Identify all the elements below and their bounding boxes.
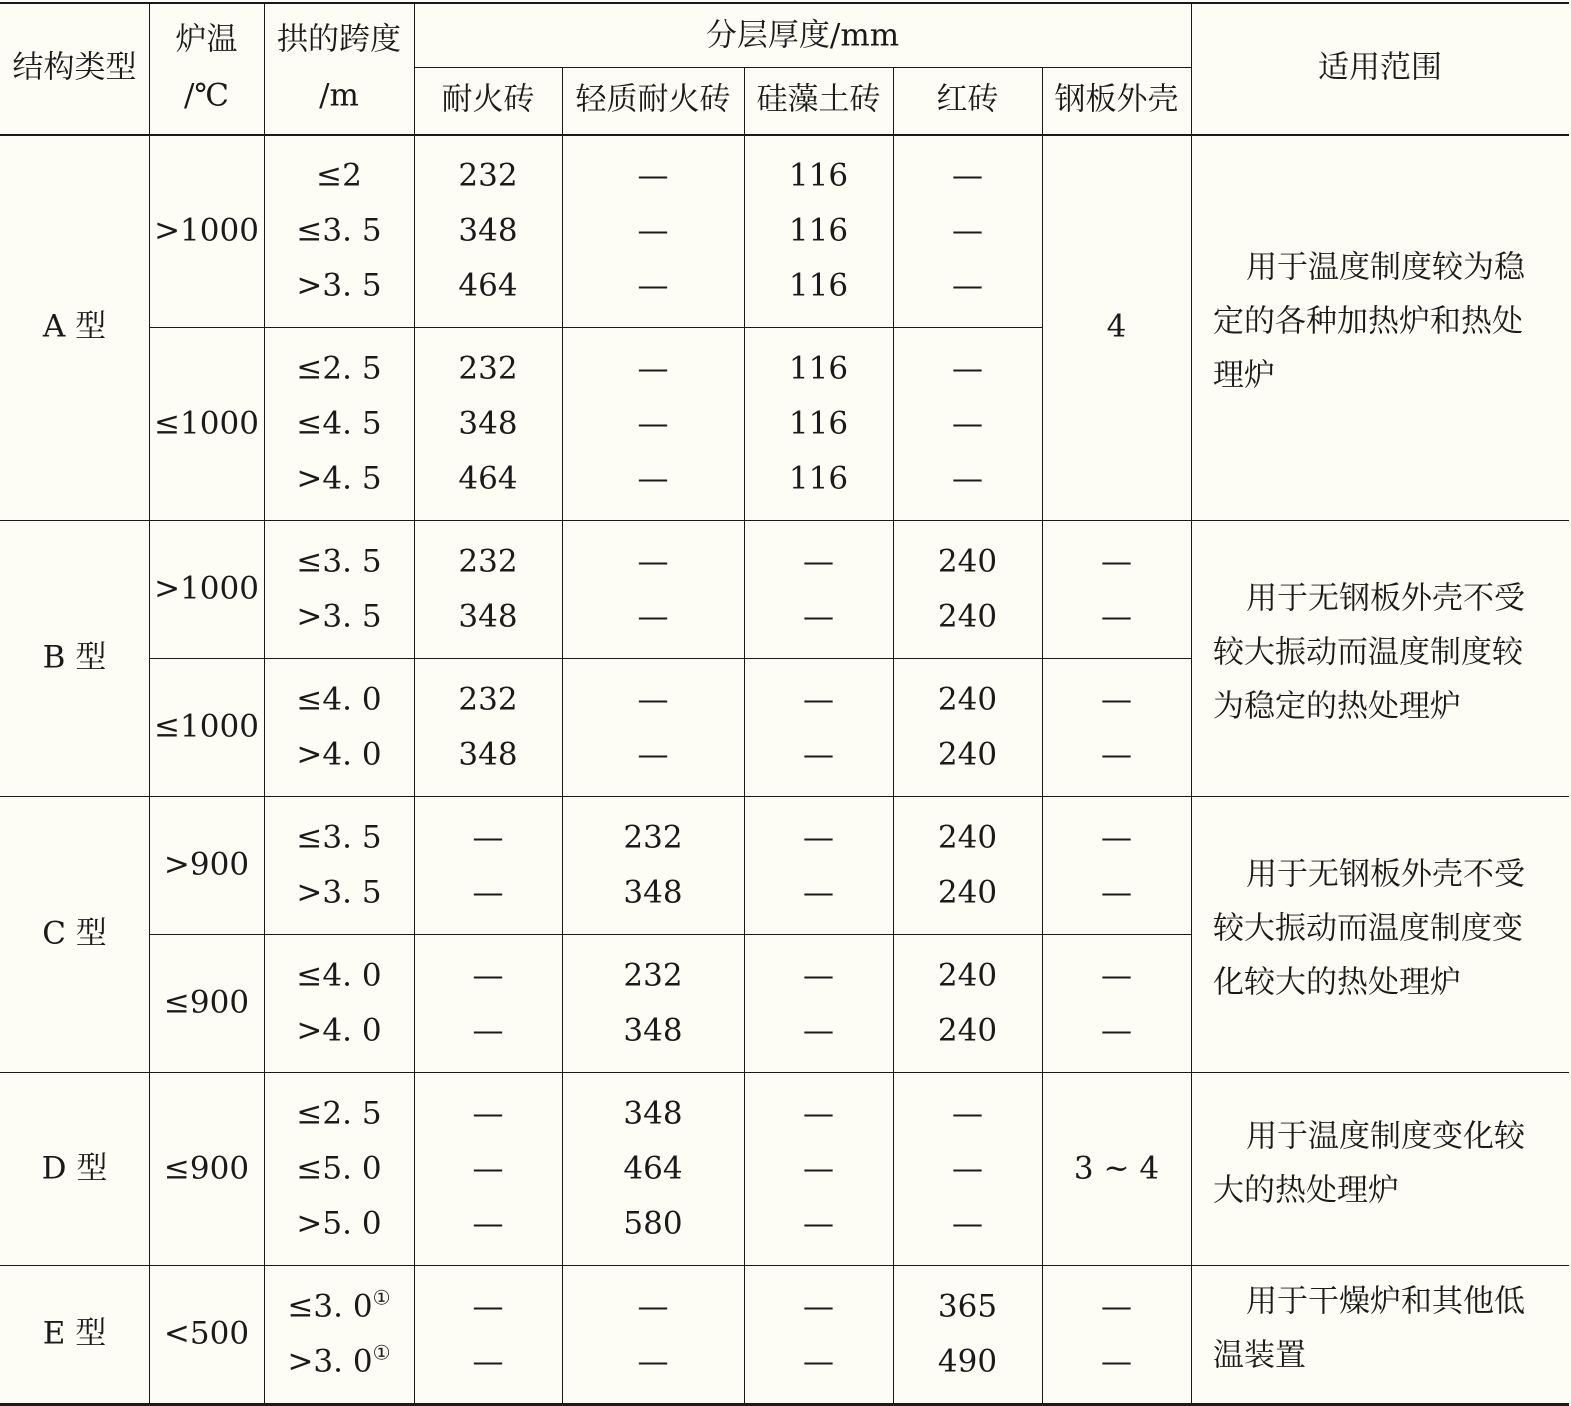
layer-value-cell: — bbox=[637, 157, 669, 193]
layer-value-cell: — bbox=[803, 736, 834, 772]
span-cell: ≤2 bbox=[316, 157, 362, 193]
layer-value-cell: — bbox=[1101, 1288, 1132, 1324]
layer-value-cell: 464 bbox=[623, 1150, 683, 1186]
temp-divider bbox=[149, 327, 1042, 328]
column-divider bbox=[893, 67, 894, 1403]
layer-value-cell: — bbox=[1101, 1012, 1132, 1048]
layer-value-cell: — bbox=[472, 1012, 504, 1048]
layer-value-cell: 232 bbox=[623, 819, 683, 855]
layer-value-cell: — bbox=[803, 598, 834, 634]
layer-value-cell: 348 bbox=[458, 598, 518, 634]
group-divider bbox=[0, 796, 1569, 797]
layer-value-cell: 232 bbox=[458, 681, 518, 717]
layer-value-cell: — bbox=[637, 736, 669, 772]
layer-value-cell: — bbox=[803, 1150, 834, 1186]
layer-value-cell: 365 bbox=[937, 1288, 998, 1324]
layer-value-cell: — bbox=[1101, 543, 1132, 579]
temp-cell: >1000 bbox=[154, 212, 259, 248]
layer-value-cell: — bbox=[1101, 819, 1132, 855]
layer-value-cell: — bbox=[952, 1150, 983, 1186]
layer-value-cell: 464 bbox=[458, 267, 518, 303]
layer-value-cell: — bbox=[472, 1095, 504, 1131]
steel-shell-cell: 4 bbox=[1106, 308, 1127, 345]
layer-value-cell: — bbox=[952, 350, 983, 386]
column-divider bbox=[744, 67, 745, 1403]
layer-value-cell: — bbox=[637, 212, 669, 248]
header-layer-1: 耐火砖 bbox=[441, 81, 535, 118]
layer-value-cell: — bbox=[637, 460, 669, 496]
layer-value-cell: — bbox=[637, 598, 669, 634]
header-temp-label: 炉温 bbox=[175, 21, 238, 58]
layer-value-cell: 232 bbox=[623, 957, 683, 993]
layer-value-cell: 116 bbox=[788, 157, 849, 193]
layer-value-cell: 116 bbox=[788, 212, 849, 248]
column-divider bbox=[414, 2, 415, 1403]
layer-value-cell: — bbox=[803, 1012, 834, 1048]
layer-value-cell: 116 bbox=[788, 350, 849, 386]
structure-type-cell: D 型 bbox=[41, 1150, 108, 1186]
column-divider bbox=[1042, 67, 1043, 1403]
layer-value-cell: 490 bbox=[937, 1343, 998, 1379]
span-cell: ≤3. 5 bbox=[296, 212, 382, 248]
header-layer-3: 硅藻土砖 bbox=[756, 81, 881, 118]
group-divider bbox=[0, 520, 1569, 521]
layer-value-cell: 348 bbox=[623, 874, 683, 910]
layer-value-cell: — bbox=[472, 1150, 504, 1186]
scope-text-line: 用于无钢板外壳不受 bbox=[1246, 580, 1525, 617]
header-layer-2: 轻质耐火砖 bbox=[575, 81, 731, 118]
header-layer-thickness: 分层厚度/mm bbox=[705, 17, 900, 54]
layer-value-cell: 116 bbox=[788, 405, 849, 441]
layer-value-cell: — bbox=[803, 1343, 834, 1379]
header-layer-5: 钢板外壳 bbox=[1054, 81, 1179, 118]
temp-cell: ≤900 bbox=[163, 984, 250, 1021]
layer-value-cell: — bbox=[472, 1205, 504, 1241]
scope-text-line: 理炉 bbox=[1213, 357, 1275, 394]
group-divider bbox=[0, 1072, 1569, 1073]
structure-type-cell: C 型 bbox=[42, 915, 107, 952]
scope-text-line: 定的各种加热炉和热处 bbox=[1213, 303, 1523, 340]
layer-value-cell: 464 bbox=[458, 460, 518, 496]
layer-value-cell: — bbox=[803, 543, 834, 579]
layer-value-cell: 348 bbox=[458, 736, 518, 772]
layer-value-cell: 232 bbox=[458, 157, 518, 193]
span-cell: ≤3. 5 bbox=[296, 819, 382, 855]
footnote-marker: ① bbox=[372, 1285, 391, 1309]
layer-value-cell: — bbox=[637, 350, 669, 386]
layer-value-cell: 240 bbox=[937, 874, 998, 910]
scope-text-line: 较大振动而温度制度变 bbox=[1213, 910, 1523, 947]
temp-cell: >1000 bbox=[154, 570, 259, 607]
layer-value-cell: — bbox=[803, 1288, 834, 1324]
scope-text-line: 大的热处理炉 bbox=[1213, 1172, 1399, 1208]
layer-value-cell: — bbox=[803, 681, 834, 717]
span-cell: ≤2. 5 bbox=[296, 1095, 382, 1131]
column-divider bbox=[1191, 2, 1192, 1403]
header-temp-unit: /℃ bbox=[183, 77, 230, 114]
layer-value-cell: — bbox=[952, 267, 983, 303]
temp-cell: ≤1000 bbox=[154, 405, 259, 441]
layer-value-cell: — bbox=[472, 819, 504, 855]
layer-value-cell: — bbox=[472, 874, 504, 910]
span-cell: >3. 5 bbox=[296, 874, 382, 910]
layer-value-cell: — bbox=[952, 460, 983, 496]
layer-value-cell: 116 bbox=[788, 267, 849, 303]
layer-value-cell: 116 bbox=[788, 460, 849, 496]
layer-value-cell: 240 bbox=[937, 819, 998, 855]
header-structure-type: 结构类型 bbox=[12, 49, 137, 86]
scope-text-line: 化较大的热处理炉 bbox=[1213, 964, 1461, 1001]
structure-type-cell: B 型 bbox=[42, 639, 107, 676]
layer-value-cell: — bbox=[952, 1095, 983, 1131]
span-cell: ≤4. 0 bbox=[296, 681, 382, 717]
span-cell: ≤2. 5 bbox=[296, 350, 382, 386]
header-layer-4: 红砖 bbox=[936, 81, 999, 118]
layer-value-cell: — bbox=[952, 157, 983, 193]
footnote-marker: ① bbox=[372, 1340, 391, 1364]
layer-value-cell: — bbox=[637, 681, 669, 717]
span-cell: >4. 5 bbox=[296, 460, 382, 496]
layer-value-cell: 348 bbox=[458, 405, 518, 441]
layer-value-cell: — bbox=[803, 1095, 834, 1131]
span-cell: >3. 5 bbox=[296, 267, 382, 303]
layer-value-cell: 240 bbox=[937, 957, 998, 993]
layer-value-cell: — bbox=[1101, 598, 1132, 634]
span-cell: ≤5. 0 bbox=[296, 1150, 382, 1186]
layer-value-cell: — bbox=[952, 405, 983, 441]
scope-text-line: 用于温度制度变化较 bbox=[1246, 1118, 1525, 1154]
layer-value-cell: — bbox=[637, 543, 669, 579]
span-cell: >3. 0① bbox=[287, 1340, 391, 1379]
structure-type-cell: E 型 bbox=[42, 1315, 107, 1352]
span-cell: >3. 5 bbox=[296, 598, 382, 634]
temp-cell: <500 bbox=[163, 1315, 250, 1352]
header-span-label: 拱的跨度 bbox=[277, 21, 401, 58]
structure-type-cell: A 型 bbox=[42, 308, 107, 345]
header-bottom-border bbox=[0, 134, 1569, 136]
layer-value-cell: 348 bbox=[623, 1012, 683, 1048]
column-divider bbox=[149, 2, 150, 1403]
scope-text-line: 用于干燥炉和其他低 bbox=[1246, 1283, 1525, 1320]
layer-value-cell: — bbox=[952, 212, 983, 248]
scope-text-line: 温装置 bbox=[1213, 1337, 1306, 1374]
scope-text-line: 为稳定的热处理炉 bbox=[1213, 688, 1461, 725]
layer-value-cell: — bbox=[1101, 681, 1132, 717]
layer-value-cell: 232 bbox=[458, 543, 518, 579]
layer-value-cell: 348 bbox=[623, 1095, 683, 1131]
layer-value-cell: — bbox=[1101, 736, 1132, 772]
layer-value-cell: — bbox=[637, 267, 669, 303]
span-cell: ≤3. 5 bbox=[296, 543, 382, 579]
layer-value-cell: — bbox=[472, 1288, 504, 1324]
layer-value-cell: — bbox=[637, 1288, 669, 1324]
layer-value-cell: — bbox=[1101, 874, 1132, 910]
span-cell: >4. 0 bbox=[296, 736, 382, 772]
layer-value-cell: — bbox=[803, 819, 834, 855]
layer-value-cell: 240 bbox=[937, 1012, 998, 1048]
layer-value-cell: 232 bbox=[458, 350, 518, 386]
temp-divider bbox=[149, 934, 1191, 935]
header-span-unit: /m bbox=[319, 77, 359, 114]
scope-text-line: 用于无钢板外壳不受 bbox=[1246, 856, 1525, 893]
layer-value-cell: 240 bbox=[937, 598, 998, 634]
temp-divider bbox=[149, 658, 1191, 659]
span-cell: >4. 0 bbox=[296, 1012, 382, 1048]
layer-value-cell: — bbox=[952, 1205, 983, 1241]
span-cell: ≤3. 0① bbox=[287, 1285, 391, 1324]
temp-cell: ≤900 bbox=[163, 1150, 250, 1186]
header-scope: 适用范围 bbox=[1318, 49, 1442, 86]
layer-value-cell: 580 bbox=[623, 1205, 683, 1241]
layer-value-cell: 240 bbox=[937, 543, 998, 579]
span-cell: >5. 0 bbox=[296, 1205, 382, 1241]
scope-text-line: 用于温度制度较为稳 bbox=[1246, 249, 1525, 286]
layer-value-cell: 240 bbox=[937, 736, 998, 772]
layer-value-cell: — bbox=[1101, 1343, 1132, 1379]
layer-value-cell: — bbox=[637, 1343, 669, 1379]
group-divider bbox=[0, 1265, 1569, 1266]
header-sub-divider bbox=[414, 67, 1191, 68]
layer-value-cell: — bbox=[472, 1343, 504, 1379]
layer-value-cell: — bbox=[803, 957, 834, 993]
column-divider bbox=[562, 67, 563, 1403]
table-top-border bbox=[0, 2, 1569, 4]
span-cell: ≤4. 0 bbox=[296, 957, 382, 993]
layer-value-cell: — bbox=[803, 1205, 834, 1241]
layer-value-cell: 240 bbox=[937, 681, 998, 717]
scope-text-line: 较大振动而温度制度较 bbox=[1213, 634, 1523, 671]
layer-value-cell: — bbox=[1101, 957, 1132, 993]
layer-value-cell: — bbox=[803, 874, 834, 910]
span-cell: ≤4. 5 bbox=[296, 405, 382, 441]
layer-value-cell: 348 bbox=[458, 212, 518, 248]
temp-cell: >900 bbox=[163, 846, 250, 883]
steel-shell-cell: 3 ~ 4 bbox=[1073, 1150, 1160, 1186]
temp-cell: ≤1000 bbox=[154, 708, 259, 745]
layer-value-cell: — bbox=[637, 405, 669, 441]
layer-value-cell: — bbox=[472, 957, 504, 993]
column-divider bbox=[264, 2, 265, 1403]
